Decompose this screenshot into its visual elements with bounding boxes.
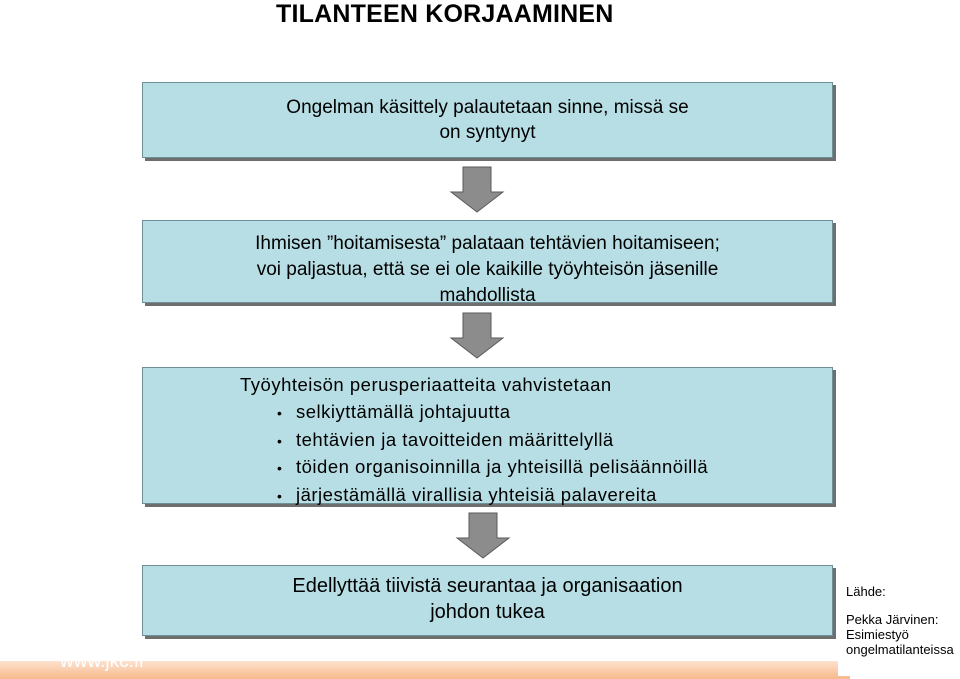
step-box-2 [142,220,833,306]
source-label: Lähde: [846,584,886,599]
down-arrow-icon [455,512,511,560]
step-1-line-1: Ongelman käsittely palautetaan sinne, missä se [286,97,689,118]
bullet-icon: • [277,460,283,476]
step-1-text [143,95,832,145]
step-3-intro: Työyhteisön perusperiaatteita vahvistetaan [240,374,612,395]
page-title: TILANTEEN KORJAAMINEN [276,0,614,28]
bullet-icon: • [277,432,283,449]
bullet-icon: • [277,405,283,421]
step-3-bullet-list [277,399,708,509]
step-1-line-2: on syntynyt [439,122,536,143]
list-item [277,482,708,510]
step-4-line-1: Edellyttää tiivistä seurantaa ja organisaation [292,575,683,597]
step-2-line-1: Ihmisen ”hoitamisesta” palataan tehtävien hoitamiseen; [255,233,720,254]
step-4-text [143,573,832,625]
step-box-3 [142,367,833,504]
step-box-4 [142,565,833,636]
source-note [838,566,960,676]
step-2-line-3: mahdollista [439,285,536,306]
step-2-line-2: voi paljastua, että se ei ole kaikille työyhteisön jäsenille [256,259,719,280]
step-box-1 [142,82,833,158]
step-4-line-2: johdon tukea [430,601,545,623]
step-2-text [143,231,832,309]
source-line-1: Pekka Järvinen: [846,612,939,627]
source-line-3: ongelmatilanteissa [846,642,954,657]
list-item-text: tehtävien ja tavoitteiden määrittelyllä [296,428,614,450]
list-item-text: järjestämällä virallisia yhteisiä palavereita [296,483,657,505]
list-item [277,454,708,482]
source-line-2: Esimiestyö [846,627,909,642]
list-item-text: töiden organisoinnilla ja yhteisillä pelisäännöillä [296,456,709,477]
down-arrow-icon [449,166,505,214]
footer-url: www.jkc.fi [60,651,144,672]
bullet-icon: • [277,487,283,504]
list-item [277,399,708,427]
list-item-text: selkiyttämällä johtajuutta [296,401,511,422]
down-arrow-icon [449,312,505,360]
list-item [277,427,708,455]
